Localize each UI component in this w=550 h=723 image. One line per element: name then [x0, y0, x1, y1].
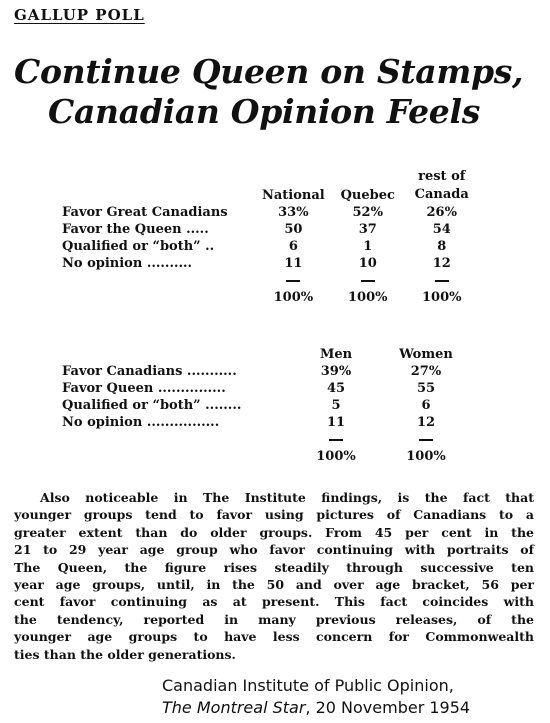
body-line: The Queen, the figure rises steadily through successive ten — [14, 559, 534, 575]
body-line: ties than the older generations. — [14, 646, 236, 662]
caption-line-1: Canadian Institute of Public Opinion, — [162, 676, 454, 695]
table-header-row — [62, 168, 473, 204]
table-cell: 10 — [358, 256, 377, 271]
total-cell: 100% — [273, 290, 314, 305]
total-rule — [361, 280, 375, 282]
column-header-rest-of-canada — [411, 168, 473, 204]
column-header-rest-of-canada-text: rest of Canada — [414, 169, 469, 202]
body-line: year age groups, until, in the 50 and over age bracket, 56 per — [14, 577, 534, 593]
table-cell: 33% — [278, 205, 309, 220]
total-rule — [286, 280, 300, 282]
row-label: No opinion .......... — [62, 256, 193, 271]
total-rule — [419, 439, 433, 441]
headline — [14, 52, 544, 132]
totals-row — [62, 289, 473, 306]
table-cell: 26% — [426, 205, 457, 220]
table-cell: 6 — [288, 239, 298, 254]
headline-line-1: Continue Queen on Stamps, — [14, 52, 524, 91]
body-line: greater extent than do older groups. From 45 per cent in the — [14, 524, 534, 540]
article-body — [14, 489, 534, 663]
table-cell: 11 — [284, 256, 303, 271]
table-cell: 12 — [432, 256, 451, 271]
table-cell: 55 — [416, 381, 436, 396]
table-cell: 11 — [326, 415, 346, 430]
table-row — [62, 238, 473, 255]
rule-row — [62, 431, 496, 448]
table-row — [62, 204, 473, 221]
column-header-men: Men — [319, 347, 353, 362]
table-cell: 54 — [432, 222, 451, 237]
table-row — [62, 380, 496, 397]
column-header-women: Women — [399, 347, 453, 362]
row-label: Qualified or “both” .. — [62, 239, 215, 254]
caption-source: The Montreal Star — [162, 698, 306, 717]
total-rule — [435, 280, 449, 282]
total-cell: 100% — [347, 290, 388, 305]
table-row — [62, 397, 496, 414]
row-label: Favor Queen ............... — [62, 381, 226, 396]
total-rule — [329, 439, 343, 441]
table-cell: 37 — [358, 222, 377, 237]
table-row — [62, 363, 496, 380]
row-label: No opinion ................ — [62, 415, 220, 430]
table-cell: 27% — [410, 364, 442, 379]
body-line: younger groups tend to favor using pictures of Canadians to a — [14, 507, 534, 523]
headline-line-2: Canadian Opinion Feels — [48, 92, 481, 131]
row-label: Qualified or “both” ........ — [62, 398, 242, 413]
table-cell: 39% — [320, 364, 352, 379]
table-cell: 8 — [437, 239, 447, 254]
table-cell: 5 — [331, 398, 341, 413]
table-cell: 6 — [421, 398, 431, 413]
body-line: the tendency, reported in many previous releases, of the — [14, 611, 534, 627]
table-cell: 52% — [352, 205, 383, 220]
row-label: Favor Great Canadians — [62, 205, 228, 220]
table-cell: 12 — [416, 415, 436, 430]
table-row — [62, 255, 473, 272]
body-line: younger age groups to have less concern for Commonwealth — [14, 629, 534, 645]
source-caption — [162, 675, 470, 719]
total-cell: 100% — [316, 449, 356, 464]
caption-date: , 20 November 1954 — [305, 698, 471, 717]
body-line: Also noticeable in The Institute findings, is the fact that — [40, 490, 534, 505]
row-label: Favor Canadians ........... — [62, 364, 237, 379]
caption-line-2 — [162, 697, 470, 719]
column-header-quebec: Quebec — [340, 188, 395, 203]
table-cell: 50 — [284, 222, 303, 237]
body-line: cent favor continuing as at present. This fact coincides with — [14, 594, 534, 610]
row-label: Favor the Queen ..... — [62, 222, 209, 237]
rule-row — [62, 272, 473, 289]
gender-results-table — [62, 346, 496, 465]
table-row — [62, 221, 473, 238]
table-cell: 1 — [363, 239, 373, 254]
kicker-gallup-poll: GALLUP POLL — [14, 6, 145, 24]
body-line: 21 to 29 year age group who favor continuing with portraits of — [14, 542, 534, 558]
table-cell: 45 — [326, 381, 346, 396]
table-row — [62, 414, 496, 431]
column-header-national: National — [262, 188, 325, 203]
total-cell: 100% — [421, 290, 462, 305]
table-header-row — [62, 346, 496, 363]
regional-results-table — [62, 168, 473, 306]
totals-row — [62, 448, 496, 465]
total-cell: 100% — [406, 449, 446, 464]
